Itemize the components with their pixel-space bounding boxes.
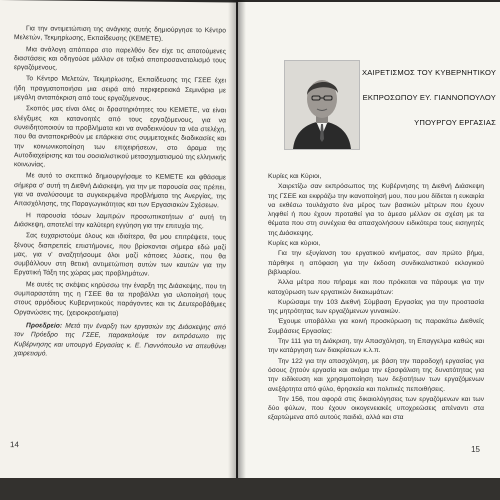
left-page-body	[14, 24, 226, 362]
portrait-photo	[284, 60, 360, 150]
page-number-left: 14	[10, 440, 19, 450]
paragraph: Την 111 για τη Διάκριση, την Απασχόληση, τη Επαγγελμα καθώς και την κατάργηση των διακρίσεων κ.λ.π.	[268, 338, 484, 355]
paragraph: Κυρίες και κύριοι,	[268, 240, 321, 248]
paragraph: Έχουμε υποβάλλει για κοινή προσκύρωση τις παρακάτω Διεθνείς Συμβάσεις Εργασίας:	[268, 318, 484, 335]
paragraph: Μια ανάλογη απόπειρα στο παρελθόν δεν είχε τις αποτούμενες διαστάσεις και οδηγούσε μάλλον σε ταξικό αποπροσανατολισμό τους εργαζόμενους.	[14, 45, 226, 72]
paragraph: Για την αντιμετώπιση της ανάγκης αυτής δημιούργησε το Κέντρο Μελετών, Τεκμηρίωσης, Εκπαίδευσης (ΚΕΜΕΤΕ).	[14, 25, 226, 44]
title-line: ΕΚΠΡΟΣΩΠΟΥ ΕΥ. ΓΙΑΝΝΟΠΟΥΛΟΥ	[362, 93, 496, 102]
presidium-text: Μετά την έναρξη των εργασιών της Διάσκεψης από τον Πρόεδρο της ΓΣΕΕ, παρακαλούμε τον εκπρόσωπο της Κυβέρνησης και υπουργό Εργασίας κ. Ε. Γιαννόπουλο να απευθύνει χαιρετισμό.	[14, 322, 226, 358]
paragraph: Σας ευχαριστούμε όλους και ιδιαίτερα, θα μου επιτρέψετε, τους ξένους διαπρεπείς επιστήμονες, που βρίσκονται σήμερα εδώ μαζί μας, για ν' αναζητήσουμε όλοι μαζί κάποιες λύσεις, που θα συμβάλλουν στη θετική αντιμετώπιση αυτών των καυτών για την Εργατική Τάξη της χώρας μας προβλημάτων.	[14, 232, 226, 278]
paragraph: Την 122 για την απασχόληση, με βάση την παραδοχή εργασίας για όσους ζητούν εργασία και ακόμα την εξασφάλιση της δυνατότητας για την ειδίκευση και χρησιμοποίηση των δεξιοτήτων των εργαζόμενων ανεξάρτητα από φύλο, θρησκεία και πολιτικές πεποιθήσεις.	[268, 357, 484, 393]
paragraph: Σκοπός μας είναι όλες οι δραστηριότητες του ΚΕΜΕΤΕ, να είναι ελέγξιμες και κατανοητές από τους εργαζόμενους, για να συνειδητοποιούν τα προβλήματα και να αναδεικνύουν τα νέα στελέχη, που θα ανταποκριθούν με επάρκεια στις συμμετοχικές διαδικασίες και την κοινωνικοποίηση των επιχειρήσεων, στο άραμα της Αυτοδιαχείρισης και του σοσιαλιστικού μετασχηματισμού της ελληνικής κοινωνίας.	[14, 105, 226, 169]
paragraph: Κυρώσαμε την 103 Διεθνή Σύμβαση Εργασίας για την προστασία της μητρότητας των εργαζόμενων γυναικών.	[268, 298, 484, 316]
page-number-right: 15	[471, 445, 480, 454]
paragraph: Η παρουσία τόσων λαμπρών προσωπικοτήτων σ' αυτή τη Διάσκεψη, αποτελεί την καλύτερη εγγύηση για την επιτυχία της.	[14, 211, 226, 231]
paragraph: Άλλα μέτρα που πήραμε και που πρόκειται να πάρουμε για την κατοχύρωση των εργατικών δικαιωμάτων:	[268, 279, 484, 296]
table-surface	[0, 478, 500, 500]
minister-portrait-image	[285, 61, 359, 149]
title-line: ΥΠΟΥΡΓΟΥ ΕΡΓΑΣΙΑΣ	[414, 118, 496, 127]
paragraph: Με αυτές τις σκέψεις κηρύσσω την έναρξη της Διάσκεψης, που τη συμπαραστάτη της η ΓΣΕΕ θα τα προβάλλει για υλοποίησή τους στους αρμόδιους Κυβερνητικούς παράγοντες και τις Δευτεροβάθμιες Οργανώσεις της. (χειροκροτήματα)	[14, 280, 226, 317]
paragraph: Το Κέντρο Μελετών, Τεκμηρίωσης, Εκπαίδευσης της ΓΣΕΕ έχει ήδη πραγματοποιήσει μια σειρά από περιφερειακά Σεμινάρια με μεγάλη ανταπόκριση από τους εργαζόμενους.	[14, 75, 226, 103]
right-page-body	[268, 172, 484, 424]
presidium-note	[14, 321, 226, 360]
title-line: ΧΑΙΡΕΤΙΣΜΟΣ ΤΟΥ ΚΥΒΕΡΝΗΤΙΚΟΥ	[362, 68, 497, 77]
presidium-label: Προεδρείο:	[26, 322, 63, 330]
paragraph: Με αυτό το σκεπτικό δημιουργήσαμε το ΚΕΜΕΤΕ και φθάσαμε σήμερα σ' αυτή τη Διεθνή Διάσκεψη, για την με παρουσία σας πρέπει, για να αναλύσουμε τα συγκεκριμένα προβλήματα της Ανεργίας, της Απασχόλησης, της Παραγωγικότητας και των Εργασιακών Σχέσεων.	[14, 172, 226, 210]
book-gutter	[228, 0, 246, 500]
paragraph: Για την εξυγίανση του εργατικού κινήματος, σαν πρώτο βήμα, πάρθηκε η απόφαση για την έκδοση συνδικαλιστικού εκλογικού βιβλιαρίου.	[268, 250, 484, 276]
left-page	[0, 0, 236, 480]
speech-title	[362, 68, 496, 143]
paragraph: Την 156, που αφορά στις δικαιολόγησεις των εργαζόμενων και των δύο φύλων, που έχουν οικογενειακές υποχρεώσεις απέναντι στα εξαρτώμενα από αυτούς παιδιά, αλλά και στα	[268, 395, 484, 422]
right-page	[238, 2, 500, 482]
paragraph: Χαιρετίζω σαν εκπρόσωπος της Κυβέρνησης τη Διεθνή Διάσκεψη της ΓΣΕΕ και εκφράζω την ικανοποίησή μου, που μου δίδεται η ευκαιρία να εκθέσω τουλάχιστο ένα μέρος των βασικών μέτρων που έχουν ληφθεί ή που έχουν προταθεί για το άμεσο μέλλον σε σχέση με τα θέματα που στη συνέχεια θα απασχολήσουν ειδικότερα τους εισηγητές της Διάσκεψης.	[268, 183, 484, 237]
paragraph: Κυρίες και Κύριοι,	[268, 173, 322, 180]
